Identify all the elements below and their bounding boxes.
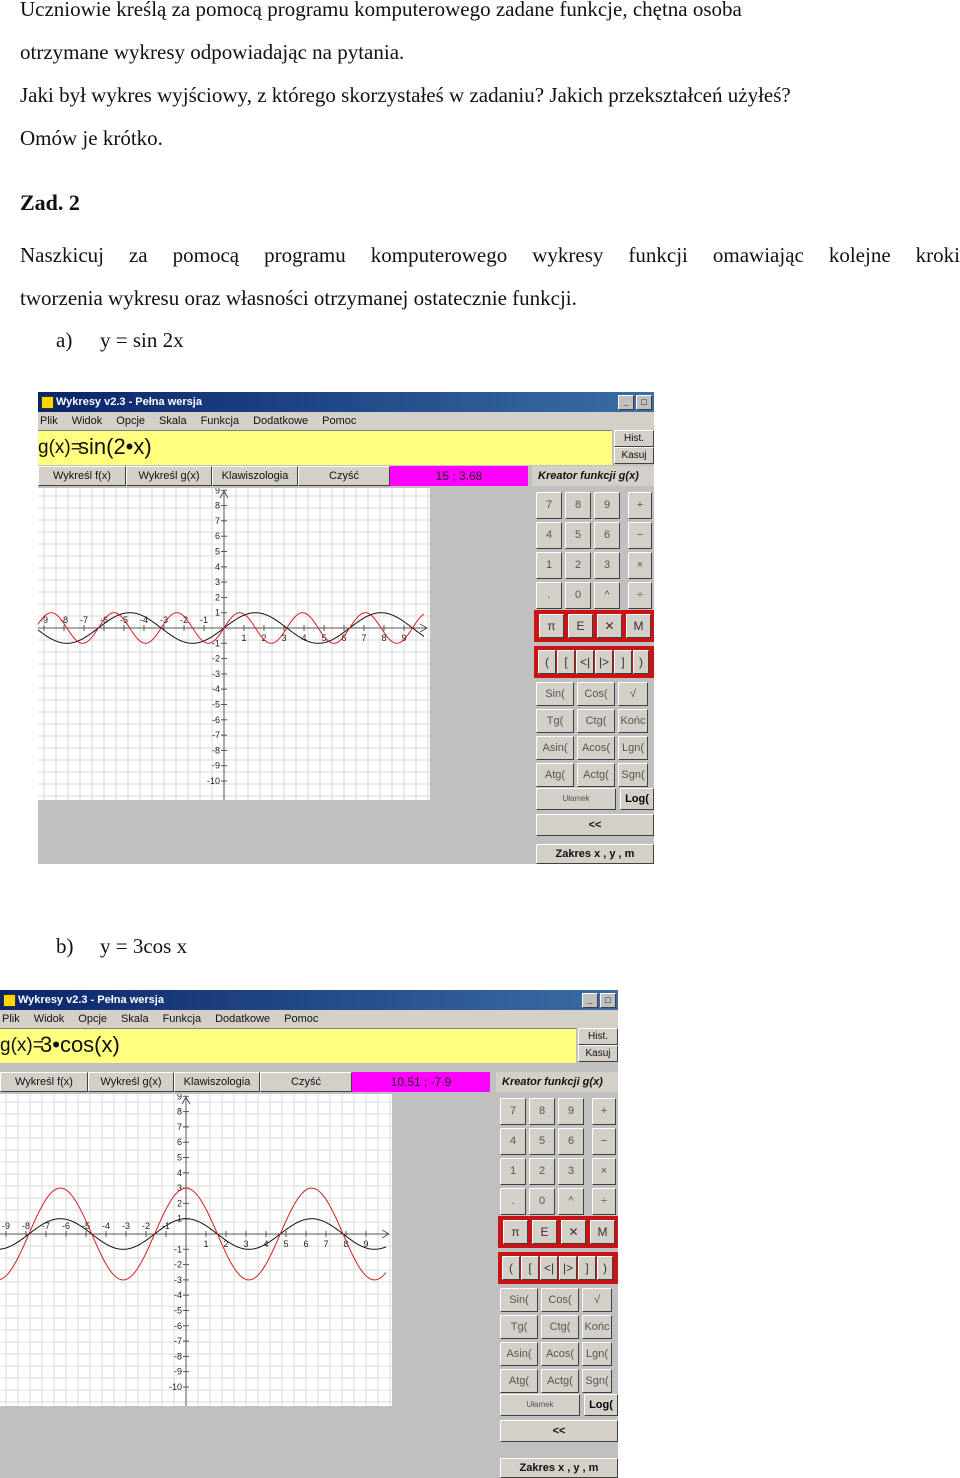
fraction-key[interactable]: Ułamek (500, 1394, 580, 1416)
x-tick-label: -7 (41, 1221, 51, 1231)
maximize-button[interactable]: □ (600, 993, 616, 1008)
menu-pomoc[interactable]: Pomoc (322, 415, 357, 427)
bracket-key-3[interactable]: |> (595, 650, 613, 674)
bracket-key-0[interactable]: ( (502, 1256, 520, 1280)
function-key-5[interactable]: Końc (618, 709, 648, 733)
function-key-6[interactable]: Asin( (536, 736, 574, 760)
keypad-key-7[interactable]: − (628, 522, 652, 549)
y-tick-label: 3 (214, 577, 220, 588)
clear-button[interactable]: Czyść (260, 1072, 352, 1092)
y-tick-label: 2 (176, 1198, 182, 1209)
app-icon (3, 994, 16, 1007)
intro-line-4: Omów je krótko. (20, 126, 163, 150)
item-a (56, 328, 184, 353)
x-tick-label: 7 (361, 633, 367, 643)
keypad-key-4[interactable]: 4 (500, 1128, 526, 1155)
menu-funkcja[interactable]: Funkcja (162, 1013, 202, 1025)
screenshot-a (38, 392, 654, 864)
x-tick-label: -2 (141, 1221, 151, 1231)
keypad-key-12[interactable]: . (536, 582, 562, 609)
x-tick-label: -8 (21, 1221, 31, 1231)
action-buttons (38, 466, 528, 486)
x-tick-label: 1 (241, 633, 247, 643)
bracket-key-4[interactable]: ] (578, 1256, 596, 1280)
range-button[interactable]: Zakres x , y , m (536, 844, 654, 864)
y-tick-label: -2 (173, 1259, 182, 1270)
history-buttons (578, 1028, 618, 1062)
keypad-key-4[interactable]: 4 (536, 522, 562, 549)
x-tick-label: 9 (401, 633, 407, 643)
x-tick-label: -8 (59, 615, 69, 625)
y-tick-label: 5 (176, 1152, 182, 1163)
log-key[interactable]: Log( (620, 788, 654, 810)
keypad-key-10[interactable]: 3 (594, 552, 620, 579)
gx-label: g(x)= (0, 1035, 44, 1056)
operator-key-0[interactable]: π (503, 1220, 528, 1244)
keypad-key-9[interactable]: 2 (529, 1158, 555, 1185)
y-tick-label: 3 (176, 1183, 182, 1194)
bracket-key-2[interactable]: <| (540, 1256, 558, 1280)
keyboard-help-button[interactable]: Klawiszologia (174, 1072, 260, 1092)
task-line-2: tworzenia wykresu oraz własności otrzymanej ostatecznie funkcji. (20, 286, 577, 310)
intro-line-3: Jaki był wykres wyjściowy, z którego skorzystałeś w zadaniu? Jakich przekształceń użyłeś? (20, 83, 791, 107)
y-tick-label: -9 (211, 760, 220, 771)
y-tick-label: -4 (211, 684, 220, 695)
y-tick-label: -6 (173, 1320, 182, 1331)
window-title-bar (0, 990, 618, 1010)
graph-area[interactable] (0, 1094, 392, 1406)
keypad-key-2[interactable]: 9 (558, 1098, 584, 1125)
plot-f-button[interactable]: Wykreśl f(x) (0, 1072, 88, 1092)
keypad-key-1[interactable]: 8 (565, 492, 591, 519)
y-tick-label: -4 (173, 1290, 182, 1301)
y-tick-label: 4 (214, 561, 220, 572)
y-tick-label: -10 (206, 776, 220, 786)
x-tick-label: 3 (281, 633, 287, 643)
bracket-key-1[interactable]: [ (557, 650, 575, 674)
keypad-key-15[interactable]: ÷ (592, 1188, 616, 1215)
keypad-key-8[interactable]: 1 (536, 552, 562, 579)
keypad-key-11[interactable]: × (592, 1158, 616, 1185)
menu-dodatkowe[interactable]: Dodatkowe (215, 1013, 271, 1025)
keypad-key-2[interactable]: 9 (594, 492, 620, 519)
menu-dodatkowe[interactable]: Dodatkowe (253, 415, 309, 427)
x-tick-label: 3 (243, 1239, 249, 1249)
bracket-key-4[interactable]: ] (614, 650, 632, 674)
y-tick-label: -1 (211, 638, 220, 649)
operator-key-3[interactable]: M (590, 1220, 615, 1244)
keypad-key-1[interactable]: 8 (529, 1098, 555, 1125)
plot-g-button[interactable]: Wykreśl g(x) (88, 1072, 174, 1092)
y-tick-label: -7 (173, 1336, 182, 1347)
x-tick-label: 2 (223, 1239, 229, 1249)
function-key-10[interactable]: Actg( (577, 763, 615, 787)
function-key-1[interactable]: Cos( (577, 682, 615, 706)
y-tick-label: 7 (214, 515, 220, 526)
graph-canvas (38, 488, 430, 800)
y-tick-label: -1 (173, 1244, 182, 1255)
function-key-11[interactable]: Sgn( (618, 763, 648, 787)
intro-line-1: Uczniowie kreślą za pomocą programu komputerowego zadane funkcje, chętna osoba (20, 0, 742, 21)
kasuj-button[interactable]: Kasuj (578, 1045, 618, 1062)
graph-canvas (0, 1094, 392, 1406)
bracket-key-2[interactable]: <| (576, 650, 594, 674)
x-tick-label: 6 (341, 633, 347, 643)
function-input[interactable]: 3•cos(x) (40, 1032, 120, 1057)
x-tick-label: -6 (61, 1221, 71, 1231)
operator-key-2[interactable]: ✕ (561, 1220, 586, 1244)
x-tick-label: -5 (119, 615, 129, 625)
keypad-key-8[interactable]: 1 (500, 1158, 526, 1185)
y-tick-label: -5 (173, 1305, 182, 1316)
x-tick-label: -4 (139, 615, 149, 625)
clear-button[interactable]: Czyść (298, 466, 390, 486)
gx-label: g(x)= (38, 437, 82, 458)
y-tick-label: -3 (211, 668, 220, 679)
y-tick-label: 7 (176, 1121, 182, 1132)
x-tick-label: -7 (79, 615, 89, 625)
bracket-key-0[interactable]: ( (538, 650, 556, 674)
function-input-row (38, 430, 612, 465)
function-key-2[interactable]: √ (618, 682, 648, 706)
y-tick-label: 2 (214, 592, 220, 603)
bracket-key-1[interactable]: [ (521, 1256, 539, 1280)
function-key-8[interactable]: Lgn( (618, 736, 648, 760)
function-key-4[interactable]: Ctg( (541, 1315, 579, 1339)
x-tick-label: -3 (159, 615, 169, 625)
action-buttons (0, 1072, 490, 1092)
hist-button[interactable]: Hist. (578, 1028, 618, 1045)
menu-widok[interactable]: Widok (33, 1013, 65, 1025)
x-tick-label: -1 (161, 1221, 171, 1231)
y-tick-label: -5 (211, 699, 220, 710)
screenshot-b (0, 990, 618, 1478)
menu-opcje[interactable]: Opcje (116, 415, 146, 427)
y-tick-label: 6 (176, 1137, 182, 1148)
x-tick-label: 4 (301, 633, 307, 643)
function-key-7[interactable]: Acos( (541, 1342, 579, 1366)
plot-f-button[interactable]: Wykreśl f(x) (38, 466, 126, 486)
keypad-key-15[interactable]: ÷ (628, 582, 652, 609)
keypad-key-12[interactable]: . (500, 1188, 526, 1215)
x-tick-label: 4 (263, 1239, 269, 1249)
window-title-bar (38, 392, 654, 412)
menu-bar (38, 412, 654, 430)
function-key-5[interactable]: Końc (582, 1315, 612, 1339)
coordinates-display: 15 ; 3.68 (390, 466, 528, 486)
y-tick-label: -2 (211, 653, 220, 664)
x-tick-label: 1 (203, 1239, 209, 1249)
function-creator-panel (494, 1092, 618, 1478)
history-buttons (614, 430, 654, 464)
coordinates-display: 10.51 ; -7.9 (352, 1072, 490, 1092)
x-tick-label: -5 (81, 1221, 91, 1231)
keyboard-help-button[interactable]: Klawiszologia (212, 466, 298, 486)
x-tick-label: 6 (303, 1239, 309, 1249)
y-tick-label: 8 (214, 500, 220, 511)
app-icon (41, 396, 54, 409)
function-creator-panel (530, 486, 654, 864)
keypad-key-5[interactable]: 5 (565, 522, 591, 549)
y-tick-label: -3 (173, 1274, 182, 1285)
function-key-6[interactable]: Asin( (500, 1342, 538, 1366)
function-key-0[interactable]: Sin( (500, 1288, 538, 1312)
item-a-label: a) (56, 328, 73, 352)
collapse-button[interactable]: << (500, 1420, 618, 1442)
task-heading: Zad. 2 (20, 190, 80, 215)
x-tick-label: -9 (39, 615, 49, 625)
y-tick-label: -8 (173, 1351, 182, 1362)
graph-area[interactable] (38, 488, 430, 800)
item-a-formula: y = sin 2x (100, 328, 184, 352)
function-key-4[interactable]: Ctg( (577, 709, 615, 733)
bracket-key-3[interactable]: |> (559, 1256, 577, 1280)
minimize-button[interactable]: _ (618, 395, 634, 410)
bracket-key-5[interactable]: ) (633, 650, 649, 674)
y-tick-label: 1 (214, 607, 220, 618)
creator-title: Kreator funkcji g(x) (496, 1072, 618, 1092)
window-title: Wykresy v2.3 - Pełna wersja (56, 396, 202, 408)
x-tick-label: 5 (283, 1239, 289, 1249)
menu-opcje[interactable]: Opcje (78, 1013, 108, 1025)
plot-g-button[interactable]: Wykreśl g(x) (126, 466, 212, 486)
window-title: Wykresy v2.3 - Pełna wersja (18, 994, 164, 1006)
menu-skala[interactable]: Skala (159, 415, 187, 427)
y-tick-label: 8 (176, 1106, 182, 1117)
item-b-label: b) (56, 934, 74, 958)
keypad-key-14[interactable]: ^ (594, 582, 620, 609)
function-input[interactable]: sin(2•x) (78, 434, 152, 459)
function-key-3[interactable]: Tg( (500, 1315, 538, 1339)
function-key-7[interactable]: Acos( (577, 736, 615, 760)
x-tick-label: -2 (179, 615, 189, 625)
function-input-row (0, 1028, 576, 1063)
item-b-formula: y = 3cos x (100, 934, 188, 958)
x-tick-label: 8 (381, 633, 387, 643)
function-key-9[interactable]: Atg( (536, 763, 574, 787)
creator-title: Kreator funkcji g(x) (532, 466, 654, 486)
x-tick-label: -6 (99, 615, 109, 625)
keypad-key-5[interactable]: 5 (529, 1128, 555, 1155)
function-key-8[interactable]: Lgn( (582, 1342, 612, 1366)
x-tick-label: 8 (343, 1239, 349, 1249)
intro-line-2: otrzymane wykresy odpowiadając na pytania. (20, 40, 405, 64)
menu-bar (0, 1010, 618, 1028)
x-tick-label: -9 (1, 1221, 11, 1231)
x-tick-label: 7 (323, 1239, 329, 1249)
function-key-2[interactable]: √ (582, 1288, 612, 1312)
x-tick-label: -1 (199, 615, 209, 625)
y-tick-label: -9 (173, 1366, 182, 1377)
y-tick-label: -7 (211, 730, 220, 741)
function-key-3[interactable]: Tg( (536, 709, 574, 733)
menu-plik[interactable]: Plik (2, 1013, 20, 1025)
x-tick-label: 5 (321, 633, 327, 643)
menu-pomoc[interactable]: Pomoc (284, 1013, 319, 1025)
operator-key-1[interactable]: E (532, 1220, 557, 1244)
hist-button[interactable]: Hist. (614, 430, 654, 447)
task-line-1: Naszkicuj za pomocą programu komputerowego wykresy funkcji omawiając kolejne kroki (20, 243, 960, 267)
keypad-key-7[interactable]: − (592, 1128, 616, 1155)
keypad-key-14[interactable]: ^ (558, 1188, 584, 1215)
operator-key-0[interactable]: π (539, 614, 564, 638)
y-tick-label: 9 (214, 488, 220, 496)
keypad-key-13[interactable]: 0 (529, 1188, 555, 1215)
x-tick-label: 2 (261, 633, 267, 643)
keypad-key-3[interactable]: + (628, 492, 652, 519)
menu-widok[interactable]: Widok (71, 415, 103, 427)
range-button[interactable]: Zakres x , y , m (500, 1458, 618, 1478)
y-tick-label: 9 (176, 1094, 182, 1102)
log-key[interactable]: Log( (584, 1394, 618, 1416)
maximize-button[interactable]: □ (636, 395, 652, 410)
keypad-key-11[interactable]: × (628, 552, 652, 579)
x-tick-label: -3 (121, 1221, 131, 1231)
y-tick-label: -10 (168, 1382, 182, 1392)
y-tick-label: 4 (176, 1167, 182, 1178)
bracket-key-5[interactable]: ) (597, 1256, 613, 1280)
menu-skala[interactable]: Skala (121, 1013, 149, 1025)
y-tick-label: -8 (211, 745, 220, 756)
y-tick-label: 6 (214, 531, 220, 542)
keypad-key-0[interactable]: 7 (536, 492, 562, 519)
menu-plik[interactable]: Plik (40, 415, 58, 427)
keypad-key-9[interactable]: 2 (565, 552, 591, 579)
x-tick-label: 9 (363, 1239, 369, 1249)
keypad-key-13[interactable]: 0 (565, 582, 591, 609)
function-key-0[interactable]: Sin( (536, 682, 574, 706)
function-key-1[interactable]: Cos( (541, 1288, 579, 1312)
keypad-key-3[interactable]: + (592, 1098, 616, 1125)
y-tick-label: -6 (211, 714, 220, 725)
keypad-key-0[interactable]: 7 (500, 1098, 526, 1125)
keypad-key-6[interactable]: 6 (594, 522, 620, 549)
function-key-9[interactable]: Atg( (500, 1369, 538, 1393)
y-tick-label: 1 (176, 1213, 182, 1224)
operator-key-2[interactable]: ✕ (597, 614, 622, 638)
operator-key-1[interactable]: E (568, 614, 593, 638)
x-tick-label: -4 (101, 1221, 111, 1231)
item-b (56, 934, 187, 959)
fraction-key[interactable]: Ułamek (536, 788, 616, 810)
menu-funkcja[interactable]: Funkcja (200, 415, 240, 427)
y-tick-label: 5 (214, 546, 220, 557)
function-key-11[interactable]: Sgn( (582, 1369, 612, 1393)
keypad-key-6[interactable]: 6 (558, 1128, 584, 1155)
kasuj-button[interactable]: Kasuj (614, 447, 654, 464)
function-key-10[interactable]: Actg( (541, 1369, 579, 1393)
operator-key-3[interactable]: M (626, 614, 651, 638)
collapse-button[interactable]: << (536, 814, 654, 836)
minimize-button[interactable]: _ (582, 993, 598, 1008)
keypad-key-10[interactable]: 3 (558, 1158, 584, 1185)
